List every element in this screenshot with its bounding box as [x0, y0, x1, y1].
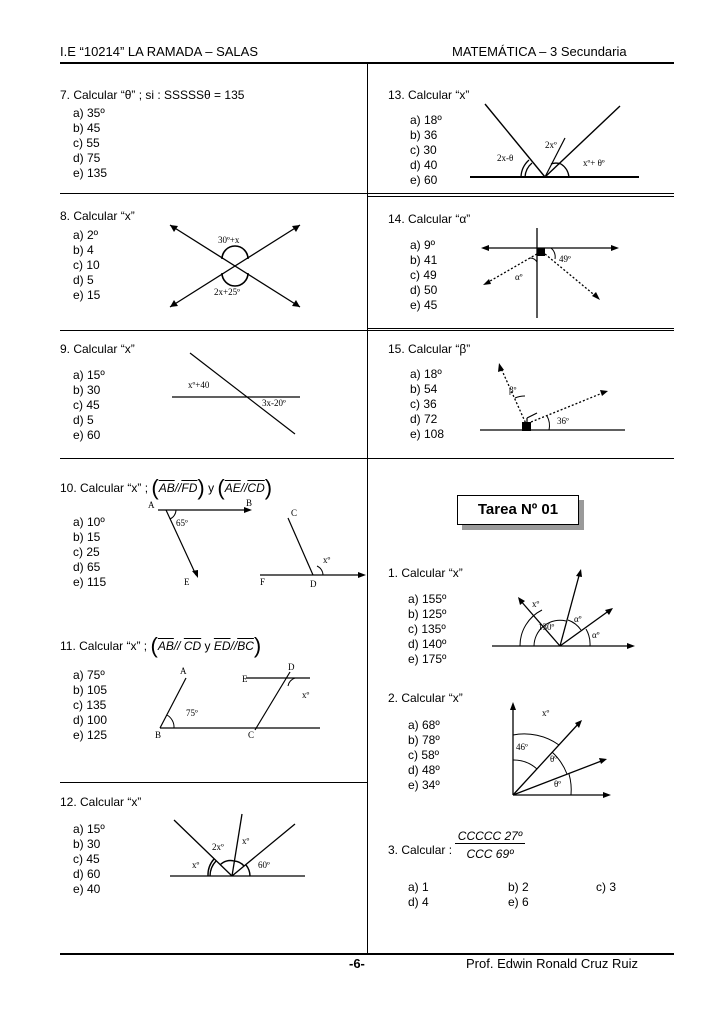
t1-alpha-label: αº — [574, 614, 582, 624]
segment-ab: $\overline{AB}$ — [158, 481, 175, 495]
divider — [60, 193, 674, 194]
page-number: -6- — [349, 956, 365, 971]
option: d) 100 — [73, 713, 108, 727]
parallel-symbol: // — [173, 639, 181, 653]
fig12-60-label: 60º — [258, 860, 270, 870]
q13-prompt: 13. Calcular “x” — [388, 88, 470, 102]
option: d) 75 — [73, 151, 101, 165]
option: a) 68º — [408, 718, 440, 732]
option: e) 108 — [410, 427, 445, 441]
option: c) 10 — [73, 258, 100, 272]
fig14-alpha-label: αº — [515, 272, 523, 282]
option: a) 10º — [73, 515, 105, 529]
q11-prompt: 11. Calcular “x” ; ($\overline{AB}//$ $\overline{CD}$ y $\overline{ED}//\overline{BC}$) — [60, 633, 262, 658]
fig15-36-label: 36º — [557, 416, 569, 426]
option: d) 5 — [73, 413, 94, 427]
option: c) 49 — [410, 268, 437, 282]
q10-prompt: 10. Calcular “x” ; $(\overline{AB}//\overline{FD})$ y $(\overline{AE}//\overline{CD})$ — [60, 475, 273, 500]
option: c) 135º — [408, 622, 446, 636]
footer-rule — [60, 953, 674, 955]
option: d) 140º — [408, 637, 447, 651]
point-a: A — [180, 666, 187, 676]
option: e) 6 — [508, 895, 529, 909]
tarea-q2-options — [408, 718, 440, 793]
option: d) 60 — [73, 867, 101, 881]
tarea-q1-options — [408, 592, 446, 667]
fig9-left-label: xº+40 — [188, 380, 210, 390]
q9-options — [73, 368, 105, 443]
fig11-x-label: xº — [302, 690, 310, 700]
parallel-symbol: // — [230, 639, 238, 653]
option: d) 48º — [408, 763, 440, 777]
figure-12 — [170, 810, 310, 880]
q10-options — [73, 515, 106, 590]
q8-options — [73, 228, 100, 303]
tarea-q2-prompt: 2. Calcular “x” — [388, 691, 463, 705]
option: b) 45 — [73, 121, 101, 135]
option: b) 4 — [73, 243, 94, 257]
option: b) 105 — [73, 683, 108, 697]
option: e) 15 — [73, 288, 101, 302]
option: b) 78º — [408, 733, 440, 747]
fig11-angle-label: 75º — [186, 708, 198, 718]
option: c) 45 — [73, 398, 100, 412]
tarea-q3-prompt: 3. Calcular : — [388, 843, 453, 857]
option: b) 2 — [508, 880, 529, 894]
point-d: D — [288, 662, 295, 672]
tarea-q1-prompt: 1. Calcular “x” — [388, 566, 463, 580]
fig15-beta-label: βº — [509, 385, 517, 395]
option: e) 34º — [408, 778, 440, 792]
q9-prompt: 9. Calcular “x” — [60, 342, 135, 356]
point-e: E — [242, 674, 248, 684]
fig13-2x-label: 2xº — [545, 140, 557, 150]
option: a) 155º — [408, 592, 447, 606]
point-a: A — [148, 500, 155, 510]
q7-prompt: 7. Calcular “θ” ; si : SSSSSθ = 135 — [60, 88, 245, 102]
fig12-2x-label: 2xº — [212, 842, 224, 852]
option: e) 125 — [73, 728, 108, 742]
conjunction: y — [204, 639, 211, 653]
q14-options — [410, 238, 437, 313]
option: b) 30 — [73, 383, 101, 397]
segment-ed: $\overline{ED}$ — [213, 639, 231, 653]
figure-8 — [160, 215, 310, 315]
figure-11 — [150, 660, 330, 740]
option: e) 60 — [410, 173, 438, 187]
point-f: F — [260, 577, 266, 587]
conjunction: y — [208, 481, 215, 495]
fraction-numerator: CCCCC 27º — [455, 829, 525, 844]
fig14-49-label: 49º — [559, 254, 571, 264]
parallel-symbol: // — [174, 481, 182, 495]
option: e) 135 — [73, 166, 108, 180]
fig10-angle-label: 65º — [176, 518, 188, 528]
fig12-x2-label: xº — [192, 860, 200, 870]
figure-13 — [465, 98, 645, 188]
option: c) 45 — [73, 852, 100, 866]
option: e) 60 — [73, 428, 101, 442]
divider — [60, 782, 368, 783]
option: e) 45 — [410, 298, 438, 312]
option: d) 72 — [410, 412, 438, 426]
option: b) 30 — [73, 837, 101, 851]
tarea-figure-2 — [508, 700, 618, 805]
figure-10 — [148, 498, 368, 593]
segment-ab: $\overline{AB}$ — [157, 639, 174, 653]
parallel-symbol: // — [240, 481, 248, 495]
point-c: C — [291, 508, 298, 518]
author-name: Prof. Edwin Ronald Cruz Ruiz — [466, 956, 638, 971]
t1-alpha2-label: αº — [592, 630, 600, 640]
t1-130-label: 130º — [538, 622, 555, 632]
option: b) 36 — [410, 128, 438, 142]
q10-prompt-text: 10. Calcular “x” ; — [60, 481, 149, 495]
fig12-x-label: xº — [242, 836, 250, 846]
option: d) 5 — [73, 273, 94, 287]
figure-9 — [170, 350, 310, 440]
q11-options — [73, 668, 107, 743]
tarea-title: Tarea Nº 01 — [457, 495, 579, 525]
option: a) 35º — [73, 106, 105, 120]
fraction-denominator: CCC 69º — [466, 847, 514, 861]
fig8-bottom-label: 2x+25º — [214, 287, 240, 297]
subject-header: MATEMÁTICA – 3 Secundaria — [452, 44, 627, 59]
t2-x-label: xº — [542, 708, 550, 718]
point-e: E — [184, 577, 190, 587]
q15-options — [410, 367, 444, 442]
q8-prompt: 8. Calcular “x” — [60, 209, 135, 223]
option: a) 15º — [73, 368, 105, 382]
q15-prompt: 15. Calcular “β” — [388, 342, 471, 356]
option: b) 54 — [410, 382, 438, 396]
option: d) 4 — [408, 895, 429, 909]
divider — [60, 330, 674, 331]
option: c) 36 — [410, 397, 437, 411]
segment-cd: $\overline{CD}$ — [247, 481, 265, 495]
option: a) 1 — [408, 880, 429, 894]
point-b: B — [155, 730, 162, 740]
fig8-top-label: 30º+x — [218, 235, 240, 245]
option: e) 175º — [408, 652, 447, 666]
option: d) 65 — [73, 560, 101, 574]
fig9-right-label: 3x-20º — [262, 398, 286, 408]
figure-15 — [475, 360, 635, 440]
point-b: B — [246, 498, 253, 508]
option: c) 3 — [596, 880, 617, 894]
point-d: D — [310, 579, 317, 589]
option: b) 125º — [408, 607, 447, 621]
option: a) 9º — [410, 238, 436, 252]
q13-options — [410, 113, 442, 188]
q11-prompt-text: 11. Calcular “x” ; — [60, 639, 148, 653]
figure-14 — [475, 222, 625, 322]
divider — [367, 196, 674, 197]
option: a) 2º — [73, 228, 99, 242]
divider — [367, 458, 674, 459]
point-c: C — [248, 730, 255, 740]
segment-fd: $\overline{FD}$ — [181, 481, 198, 495]
option: c) 55 — [73, 136, 100, 150]
q12-options — [73, 822, 105, 897]
option: c) 58º — [408, 748, 440, 762]
option: a) 18º — [410, 367, 442, 381]
option: a) 15º — [73, 822, 105, 836]
q7-options — [73, 106, 107, 181]
option: d) 50 — [410, 283, 438, 297]
option: b) 15 — [73, 530, 101, 544]
segment-bc: $\overline{BC}$ — [237, 639, 254, 653]
option: e) 40 — [73, 882, 101, 896]
t1-x-label: xº — [532, 599, 540, 609]
segment-cd: $\overline{CD}$ — [183, 639, 202, 653]
divider — [367, 328, 674, 329]
t2-theta-label: θº — [550, 754, 558, 764]
option: c) 30 — [410, 143, 437, 157]
option: c) 25 — [73, 545, 100, 559]
t2-46-label: 46º — [516, 742, 528, 752]
fig13-right-label: xº+ θº — [583, 158, 605, 168]
fig13-left-label: 2x-θ — [497, 153, 514, 163]
option: e) 115 — [73, 575, 107, 589]
tarea-figure-1 — [492, 570, 637, 652]
q14-prompt: 14. Calcular “α” — [388, 212, 471, 226]
q12-prompt: 12. Calcular “x” — [60, 795, 142, 809]
school-header: I.E “10214” LA RAMADA – SALAS — [60, 44, 258, 59]
option: b) 41 — [410, 253, 438, 267]
option: a) 18º — [410, 113, 442, 127]
segment-ae: $\overline{AE}$ — [224, 481, 241, 495]
option: a) 75º — [73, 668, 105, 682]
option: c) 135 — [73, 698, 107, 712]
t2-theta2-label: θº — [554, 779, 562, 789]
fig10-x-label: xº — [323, 555, 331, 565]
option: d) 40 — [410, 158, 438, 172]
